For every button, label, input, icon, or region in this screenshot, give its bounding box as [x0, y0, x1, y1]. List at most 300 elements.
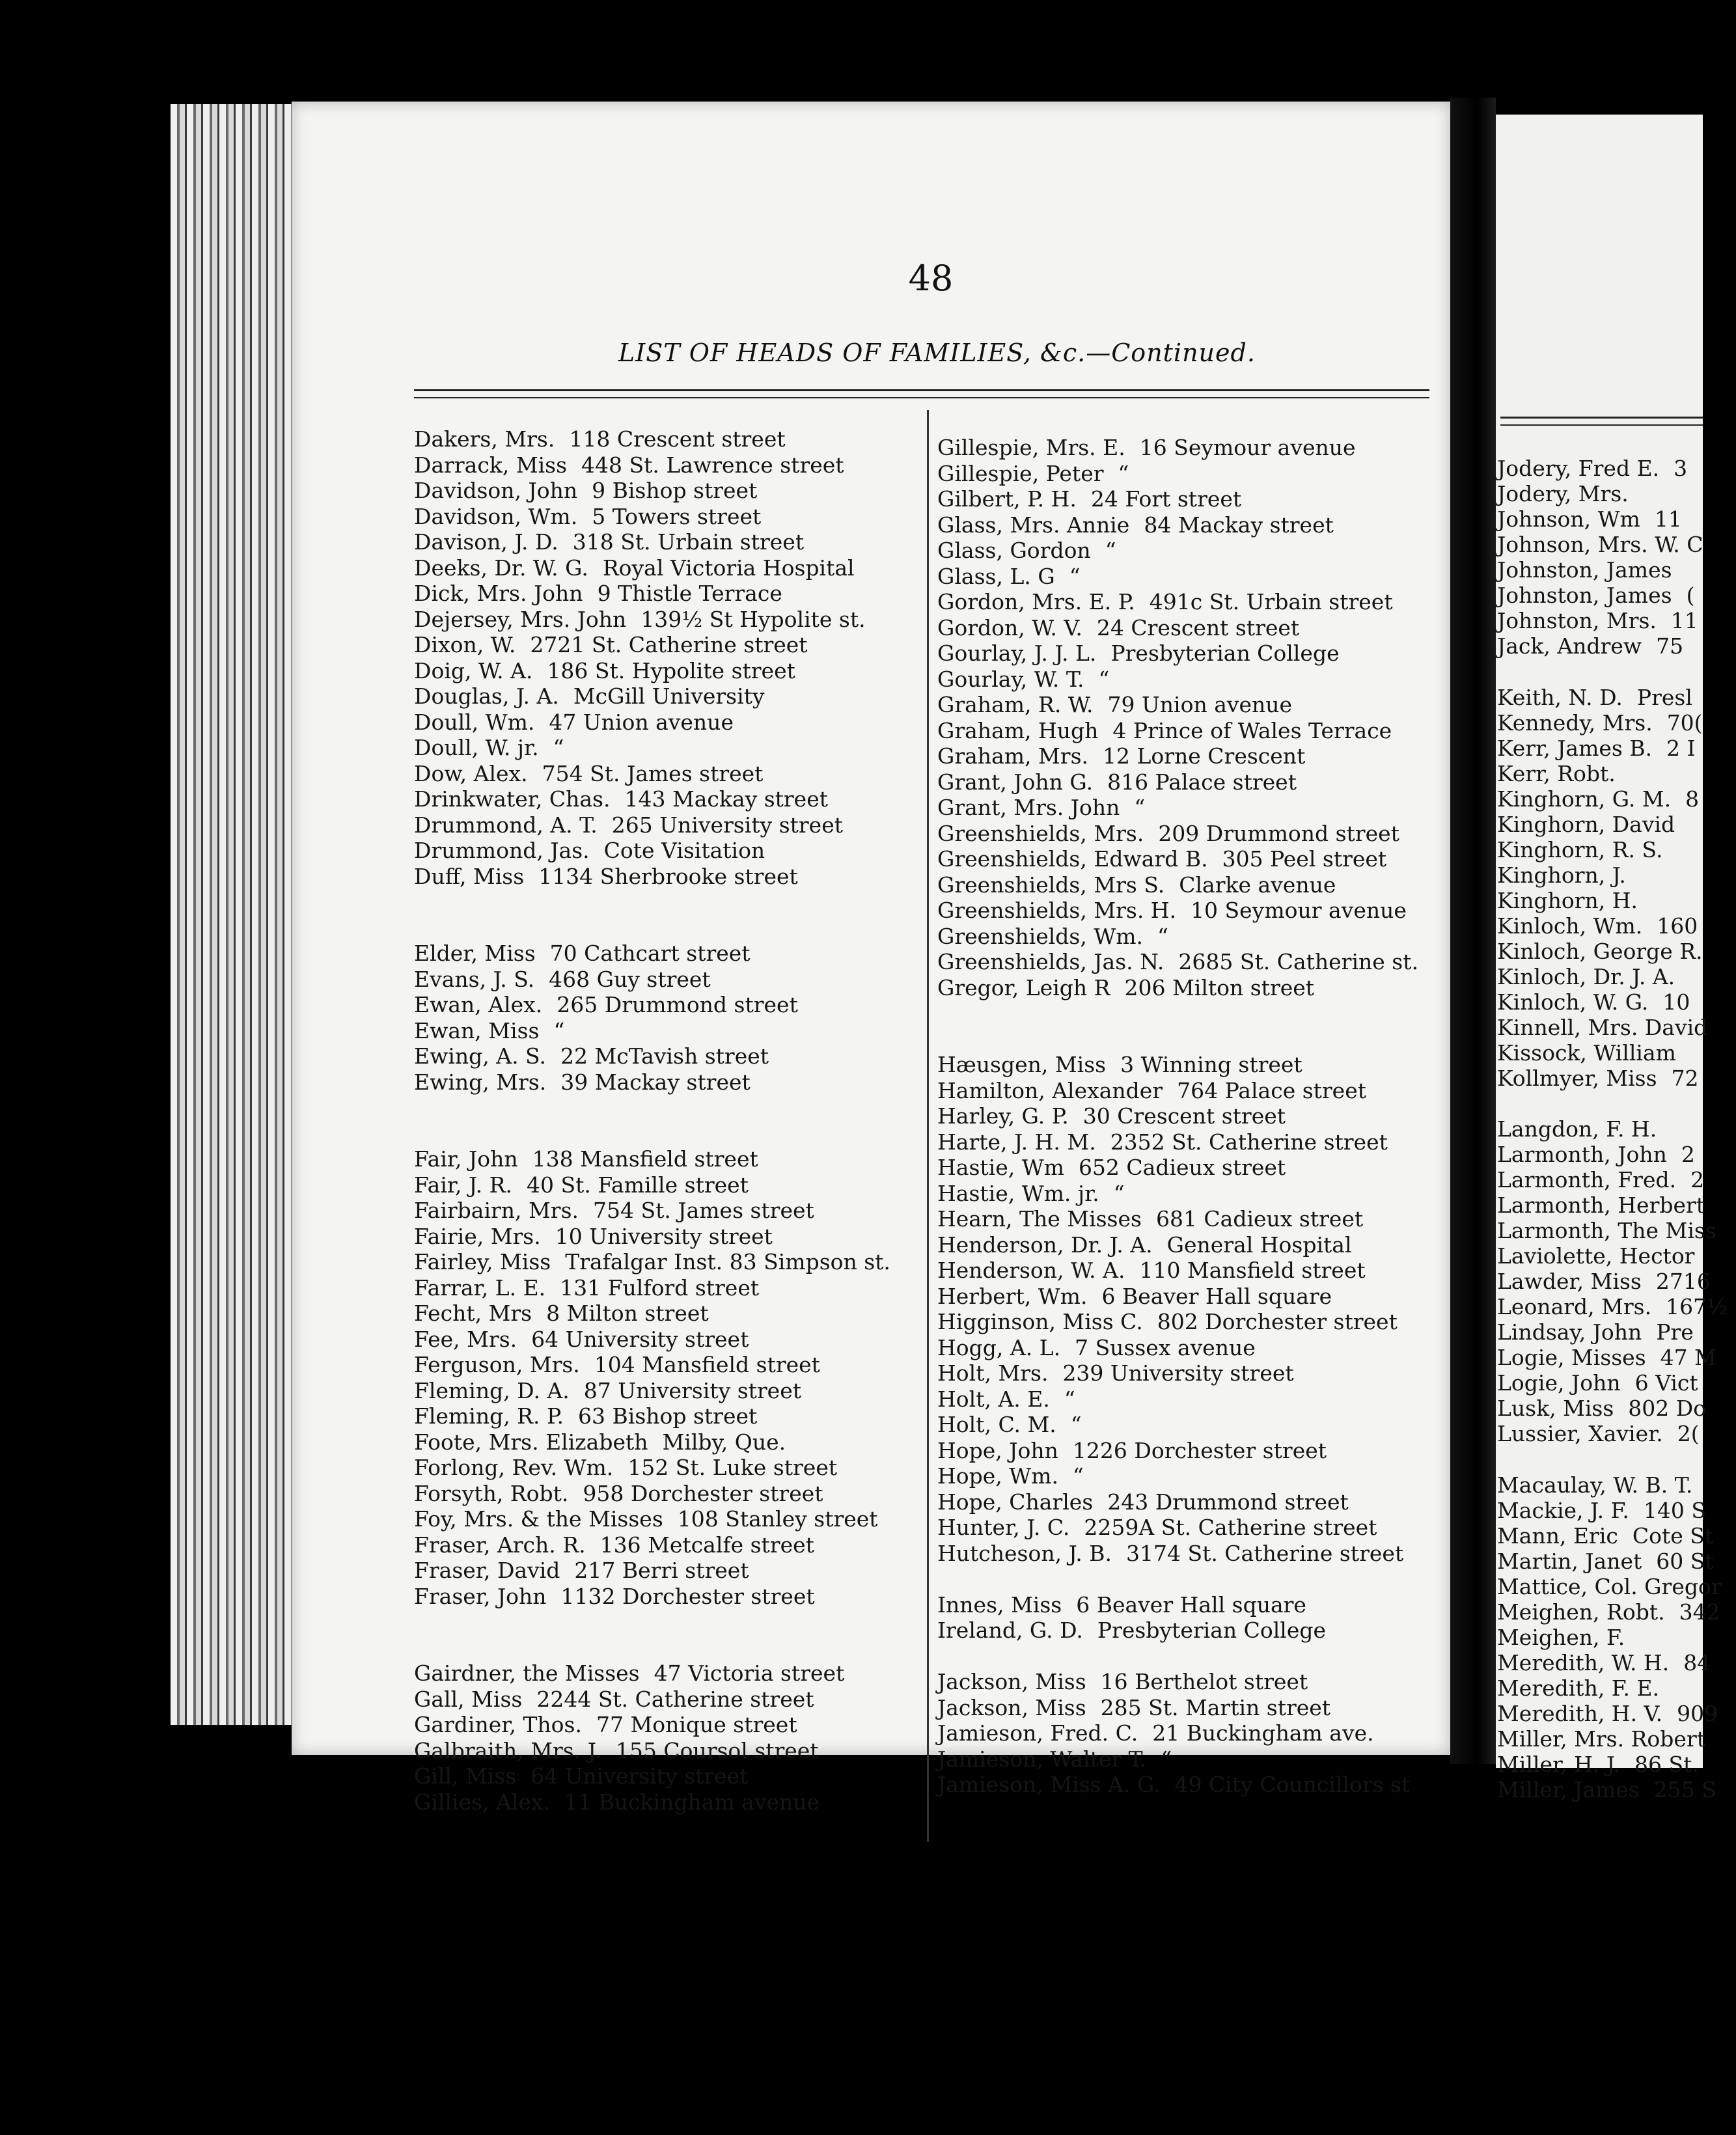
- entry-address: 3 Winning street: [1120, 1052, 1302, 1077]
- entry-address: 86 St.: [1634, 1751, 1699, 1777]
- entry-name: Graham, R. W.: [937, 692, 1094, 717]
- directory-entry: [937, 1181, 1445, 1207]
- directory-entry: [1497, 1345, 1716, 1370]
- entry-address: 118 Crescent street: [569, 426, 786, 452]
- entry-address: 3: [1674, 456, 1688, 481]
- section-spacer: [414, 889, 909, 941]
- directory-entry: [414, 735, 909, 761]
- entry-address: 2685 St. Catherine st.: [1178, 949, 1418, 974]
- entry-name: Lindsay, John: [1497, 1319, 1642, 1345]
- directory-entry: [937, 743, 1445, 769]
- directory-entry: [937, 512, 1445, 538]
- entry-address: 2259A St. Catherine street: [1084, 1515, 1377, 1540]
- entry-name: Jamieson, Fred. C.: [937, 1720, 1138, 1746]
- entry-name: Kinnell, Mrs. David: [1497, 1014, 1708, 1040]
- entry-address: 84 Mackay street: [1144, 512, 1334, 538]
- entry-name: Farrar, L. E.: [414, 1274, 546, 1301]
- directory-entry: [1497, 888, 1703, 913]
- directory-entry: [414, 1506, 909, 1532]
- entry-name: Jodery, Mrs.: [1497, 481, 1629, 506]
- entry-name: Dakers, Mrs.: [414, 426, 555, 452]
- entry-name: Kerr, James B.: [1497, 735, 1653, 761]
- directory-entry: [414, 1558, 909, 1584]
- entry-name: Hope, Charles: [937, 1489, 1094, 1515]
- directory-entry: [414, 478, 909, 504]
- entry-name: Lawder, Miss: [1497, 1269, 1642, 1294]
- directory-entry: [1497, 557, 1703, 583]
- directory-entry: [937, 1284, 1445, 1310]
- directory-entry: [937, 949, 1445, 975]
- entry-address: 802 Dorchester street: [1157, 1309, 1398, 1334]
- entry-name: Ewing, Mrs.: [414, 1069, 547, 1095]
- entry-address: 47 M: [1660, 1345, 1716, 1370]
- directory-entry: [937, 1129, 1445, 1155]
- entry-address: 143 Mackay street: [624, 786, 829, 812]
- entry-name: Johnson, Wm: [1497, 506, 1640, 532]
- entry-name: Gardiner, Thos.: [414, 1712, 582, 1737]
- entry-name: Fairley, Miss: [414, 1249, 551, 1274]
- entry-name: Fair, J. R.: [414, 1172, 512, 1198]
- entry-address: 16 Berthelot street: [1100, 1669, 1308, 1694]
- directory-entry: [1497, 736, 1703, 761]
- directory-entry: [937, 1155, 1445, 1181]
- directory-entry: [414, 1146, 909, 1172]
- entry-address: 70(: [1666, 709, 1703, 736]
- entry-address: 160: [1657, 913, 1698, 939]
- entry-address: 104 Mansfield street: [594, 1352, 820, 1377]
- directory-entry: [414, 1481, 909, 1507]
- header-rule-bottom: [414, 397, 1429, 398]
- entry-address: 139½ St Hypolite st.: [641, 606, 866, 632]
- directory-entry: [1497, 1726, 1703, 1752]
- entry-address: 6 Vict: [1634, 1370, 1698, 1396]
- entry-name: Johnson, Mrs. W. C: [1497, 532, 1703, 557]
- entry-name: Gourlay, W. T.: [937, 666, 1084, 692]
- directory-entry: [1497, 1752, 1703, 1777]
- directory-entry: [1497, 964, 1703, 989]
- entry-name: Kissock, William: [1497, 1040, 1676, 1066]
- directory-entry: [937, 872, 1445, 898]
- running-title-suffix: &c.—Continued.: [1031, 338, 1256, 367]
- directory-entry: [1497, 685, 1703, 710]
- entry-name: Dow, Alex.: [414, 760, 528, 786]
- entry-name: Harley, G. P.: [937, 1103, 1069, 1129]
- directory-entry: [937, 538, 1445, 564]
- entry-name: Herbert, Wm.: [937, 1283, 1088, 1309]
- entry-name: Harte, J. H. M.: [937, 1129, 1096, 1155]
- section-spacer: [1497, 659, 1703, 685]
- entry-name: Drinkwater, Chas.: [414, 786, 611, 812]
- entry-address: 63 Bishop street: [578, 1403, 758, 1429]
- entry-address: 9 Bishop street: [592, 478, 758, 503]
- entry-name: Glass, L. G: [937, 563, 1055, 589]
- entry-name: Foy, Mrs. & the Misses: [414, 1506, 663, 1532]
- directory-entry: [414, 529, 909, 555]
- directory-entry: [1497, 710, 1703, 736]
- entry-name: Doig, W. A.: [414, 657, 533, 683]
- entry-name: Meredith, H. V.: [1497, 1700, 1663, 1726]
- entry-name: Fair, John: [414, 1146, 518, 1172]
- directory-entry: [1497, 786, 1703, 812]
- entry-name: Holt, A. E.: [937, 1386, 1050, 1412]
- directory-entry: [1497, 837, 1703, 862]
- entry-address: 140 S: [1643, 1497, 1706, 1523]
- directory-entry: [414, 1018, 909, 1044]
- entry-name: Doull, Wm.: [414, 709, 535, 735]
- directory-entry: [414, 452, 909, 478]
- directory-entry: [937, 1309, 1445, 1335]
- entry-name: Douglas, J. A.: [414, 683, 559, 709]
- entry-address: 16 Seymour avenue: [1139, 435, 1356, 460]
- entry-address: 6 Beaver Hall square: [1101, 1283, 1332, 1309]
- entry-address: 152 St. Luke street: [627, 1455, 838, 1480]
- directory-entry: [1497, 1269, 1711, 1294]
- entry-name: Gall, Miss: [414, 1686, 523, 1712]
- entry-name: Dixon, W.: [414, 632, 516, 657]
- section-spacer: [1497, 1091, 1703, 1117]
- directory-entry: [414, 426, 909, 452]
- entry-address: “: [1105, 538, 1116, 563]
- section-spacer: [414, 1095, 909, 1146]
- entry-address: Royal Victoria Hospital: [602, 555, 855, 581]
- entry-name: Hutcheson, J. B.: [937, 1540, 1112, 1566]
- entry-address: 47 Victoria street: [654, 1660, 845, 1686]
- directory-entry: [937, 821, 1445, 847]
- entry-address: 816 Palace street: [1107, 769, 1297, 795]
- entry-name: Hope, Wm.: [937, 1463, 1058, 1489]
- entry-address: “: [1069, 563, 1081, 589]
- book-gutter: [1450, 98, 1496, 1764]
- directory-entry: [937, 975, 1445, 1001]
- directory-entry: [414, 1687, 909, 1713]
- entry-name: Drummond, A. T.: [414, 812, 598, 838]
- entry-name: Meighen, Robt.: [1497, 1599, 1665, 1625]
- running-title: [618, 338, 1256, 367]
- entry-name: Larmonth, John: [1497, 1142, 1667, 1167]
- entry-address: 186 St. Hypolite street: [547, 657, 795, 683]
- entry-name: Jamieson, Walter T.: [937, 1746, 1147, 1772]
- entry-address: 1226 Dorchester street: [1072, 1437, 1327, 1463]
- directory-entry: [414, 1301, 909, 1327]
- entry-address: Cote Visitation: [603, 838, 765, 863]
- entry-name: Lusk, Miss: [1497, 1396, 1614, 1421]
- entry-name: Hastie, Wm. jr.: [937, 1180, 1099, 1206]
- entry-address: 255 S: [1653, 1776, 1716, 1802]
- directory-entry: [937, 1412, 1445, 1438]
- directory-entry: [1497, 1396, 1707, 1421]
- entry-name: Drummond, Jas.: [414, 838, 590, 863]
- entry-name: Mattice, Col. Gregor: [1497, 1573, 1722, 1599]
- directory-entry: [937, 1772, 1445, 1798]
- directory-entry: [414, 709, 909, 736]
- directory-entry: [937, 486, 1445, 512]
- directory-entry: [937, 1515, 1445, 1541]
- directory-entry: [414, 992, 909, 1018]
- directory-column-left: [414, 426, 909, 1815]
- directory-entry: [1497, 761, 1703, 786]
- entry-name: Kinghorn, H.: [1497, 887, 1638, 913]
- entry-name: Hæusgen, Miss: [937, 1052, 1107, 1077]
- entry-name: Hope, John: [937, 1437, 1058, 1463]
- entry-name: Hastie, Wm: [937, 1155, 1064, 1180]
- entry-name: Kerr, Robt.: [1497, 760, 1616, 786]
- entry-name: Hamilton, Alexander: [937, 1077, 1163, 1103]
- entry-address: 22 McTavish street: [560, 1043, 769, 1069]
- entry-name: Jack, Andrew: [1497, 633, 1642, 659]
- directory-entry: [1497, 1649, 1711, 1675]
- entry-name: Evans, J. S.: [414, 966, 535, 992]
- entry-name: Fraser, Arch. R.: [414, 1532, 586, 1558]
- directory-entry: [414, 812, 909, 838]
- entry-name: Johnston, James: [1497, 557, 1672, 583]
- entry-address: 285 St. Martin street: [1100, 1694, 1331, 1720]
- entry-address: 1134 Sherbrooke street: [538, 863, 798, 889]
- entry-address: 802 Do: [1628, 1396, 1707, 1421]
- entry-name: Larmonth, Herbert: [1497, 1192, 1705, 1218]
- directory-entry: [414, 838, 909, 864]
- entry-address: 138 Mansfield street: [532, 1146, 758, 1172]
- entry-address: Presbyterian College: [1097, 1618, 1327, 1643]
- directory-entry: [1497, 1497, 1706, 1523]
- entry-name: Kinghorn, G. M.: [1497, 786, 1672, 812]
- entry-address: 9 Thistle Terrace: [597, 581, 782, 606]
- entry-address: 243 Drummond street: [1107, 1489, 1349, 1515]
- entry-address: Presbyterian College: [1110, 640, 1340, 666]
- entry-name: Ewan, Alex.: [414, 992, 543, 1017]
- directory-entry: [1497, 1066, 1703, 1091]
- entry-address: 318 St. Urbain street: [572, 529, 805, 555]
- directory-entry: [414, 1327, 909, 1353]
- entry-name: Grant, John G.: [937, 769, 1094, 795]
- directory-entry: [937, 1103, 1445, 1129]
- entry-address: 2244 St. Catherine street: [536, 1686, 814, 1712]
- entry-address: “: [1098, 666, 1110, 692]
- entry-address: General Hospital: [1166, 1232, 1352, 1258]
- directory-entry: [1497, 1700, 1718, 1726]
- entry-name: Miller, James: [1497, 1776, 1640, 1802]
- directory-entry: [937, 1232, 1445, 1258]
- directory-entry: [414, 1584, 909, 1610]
- entry-name: Ferguson, Mrs.: [414, 1352, 580, 1377]
- entry-address: 2 I: [1666, 735, 1696, 761]
- entry-address: 2352 St. Catherine street: [1110, 1129, 1388, 1155]
- entry-name: Jodery, Fred E.: [1497, 456, 1660, 481]
- directory-entry: [1497, 1675, 1703, 1701]
- entry-address: 448 St. Lawrence street: [581, 452, 844, 478]
- entry-address: 110 Mansfield street: [1139, 1258, 1366, 1283]
- directory-entry: [1497, 1167, 1703, 1192]
- directory-entry: [1497, 506, 1703, 532]
- entry-address: 72: [1671, 1065, 1699, 1091]
- entry-address: “: [1157, 923, 1168, 949]
- entry-name: Gill, Miss: [414, 1763, 517, 1789]
- directory-entry: [414, 864, 909, 890]
- directory-entry: [1497, 481, 1703, 506]
- directory-entry: [414, 607, 909, 633]
- entry-name: Henderson, Dr. J. A.: [937, 1232, 1153, 1258]
- directory-entry: [414, 1660, 909, 1687]
- entry-name: Fraser, David: [414, 1558, 560, 1583]
- entry-name: Fecht, Mrs: [414, 1301, 532, 1326]
- directory-entry: [1497, 812, 1703, 837]
- directory-entry: [937, 1360, 1445, 1386]
- directory-entry: [414, 1069, 909, 1095]
- entry-name: Larmonth, The Miss: [1497, 1218, 1716, 1243]
- entry-name: Duff, Miss: [414, 863, 525, 889]
- entry-name: Gillespie, Mrs. E.: [937, 435, 1125, 460]
- directory-entry: [937, 1695, 1445, 1721]
- entry-name: Hunter, J. C.: [937, 1515, 1070, 1540]
- entry-address: 1132 Dorchester street: [560, 1583, 815, 1609]
- entry-name: Lussier, Xavier.: [1497, 1421, 1663, 1446]
- entry-address: Cote St: [1632, 1522, 1714, 1549]
- entry-name: Hearn, The Misses: [937, 1206, 1142, 1232]
- directory-entry: [1497, 1014, 1708, 1040]
- entry-address: “: [553, 1017, 565, 1043]
- entry-address: 21 Buckingham ave.: [1152, 1720, 1374, 1746]
- entry-name: Doull, W. jr.: [414, 735, 539, 760]
- entry-name: Miller, Mrs. Robert: [1497, 1726, 1705, 1752]
- entry-name: Macaulay, W. B. T.: [1497, 1472, 1693, 1498]
- entry-name: Glass, Gordon: [937, 538, 1091, 563]
- entry-address: 30 Crescent street: [1082, 1103, 1286, 1129]
- directory-entry: [414, 632, 909, 658]
- entry-name: Graham, Hugh: [937, 717, 1099, 743]
- directory-entry: [414, 1789, 909, 1815]
- directory-entry: [937, 1592, 1445, 1618]
- entry-name: Gourlay, J. J. L.: [937, 640, 1097, 666]
- column-divider: [927, 410, 929, 1842]
- entry-address: 47 Union avenue: [549, 709, 734, 735]
- entry-address: 108 Stanley street: [677, 1506, 878, 1532]
- entry-name: Kinloch, W. G.: [1497, 989, 1649, 1015]
- section-spacer: [1497, 1446, 1703, 1472]
- entry-name: Greenshields, Edward B.: [937, 846, 1208, 872]
- entry-address: 11 Buckingham avenue: [564, 1789, 820, 1815]
- section-spacer: [937, 1566, 1445, 1592]
- directory-entry: [414, 1378, 909, 1404]
- entry-name: Gillespie, Peter: [937, 460, 1104, 486]
- entry-address: 84: [1683, 1649, 1711, 1675]
- entry-address: 8 Milton street: [546, 1301, 709, 1326]
- entry-name: Jackson, Miss: [937, 1669, 1086, 1694]
- entry-address: 12 Lorne Crescent: [1103, 743, 1306, 769]
- directory-entry: [414, 1403, 909, 1429]
- entry-name: Meredith, W. H.: [1497, 1649, 1670, 1675]
- entry-address: 2: [1681, 1142, 1695, 1167]
- directory-entry: [1497, 1776, 1716, 1802]
- entry-name: Greenshields, Mrs.: [937, 820, 1144, 846]
- directory-entry: [937, 1386, 1445, 1412]
- directory-entry: [937, 718, 1445, 744]
- entry-name: Johnston, Mrs.: [1497, 608, 1657, 633]
- directory-entry: [937, 1720, 1445, 1746]
- entry-name: Kinghorn, R. S.: [1497, 836, 1663, 862]
- entry-name: Kinghorn, J.: [1497, 862, 1626, 888]
- directory-entry: [414, 1763, 909, 1789]
- entry-name: Henderson, W. A.: [937, 1258, 1125, 1283]
- directory-entry: [937, 564, 1445, 590]
- entry-name: Forsyth, Robt.: [414, 1480, 569, 1506]
- entry-address: 49 City Councillors st: [1174, 1772, 1411, 1797]
- entry-name: Dejersey, Mrs. John: [414, 606, 627, 632]
- directory-entry: [1497, 989, 1703, 1015]
- entry-address: “: [1161, 1746, 1172, 1772]
- directory-entry: [937, 640, 1445, 667]
- entry-address: Milby, Que.: [662, 1429, 786, 1455]
- entry-address: 75: [1656, 633, 1684, 659]
- directory-entry: [937, 1438, 1445, 1464]
- entry-address: Trafalgar Inst. 83 Simpson st.: [565, 1249, 890, 1274]
- directory-entry: [414, 786, 909, 812]
- entry-name: Martin, Janet: [1497, 1548, 1642, 1574]
- entry-address: 10 University street: [555, 1223, 773, 1249]
- entry-name: Ewan, Miss: [414, 1017, 540, 1043]
- entry-name: Mann, Eric: [1497, 1522, 1618, 1549]
- entry-name: Johnston, James: [1497, 583, 1672, 608]
- entry-address: 909: [1677, 1700, 1718, 1726]
- entry-address: 87 University street: [583, 1377, 802, 1403]
- entry-name: Kollmyer, Miss: [1497, 1065, 1657, 1091]
- entry-address: 131 Fulford street: [560, 1274, 760, 1301]
- entry-address: 342: [1679, 1599, 1720, 1625]
- directory-entry: [937, 1206, 1445, 1232]
- directory-entry: [1497, 1370, 1703, 1396]
- directory-entry: [414, 581, 909, 607]
- entry-address: “: [1118, 460, 1129, 486]
- directory-entry: [1497, 1294, 1728, 1319]
- entry-address: 40 St. Famille street: [527, 1172, 749, 1198]
- entry-address: 8: [1685, 786, 1700, 812]
- directory-entry: [414, 1352, 909, 1378]
- directory-entry: [937, 1746, 1445, 1772]
- entry-name: Galbraith, Mrs. J.: [414, 1737, 601, 1763]
- entry-name: Fleming, R. P.: [414, 1403, 564, 1429]
- entry-name: Davidson, Wm.: [414, 503, 578, 529]
- directory-entry: [414, 504, 909, 530]
- book-page-edges: [171, 104, 294, 1725]
- directory-entry: [1497, 939, 1703, 964]
- directory-entry: [1497, 608, 1703, 633]
- right-page-rule: [1500, 417, 1703, 419]
- directory-entry: [1497, 1319, 1703, 1345]
- entry-name: Larmonth, Fred.: [1497, 1167, 1677, 1192]
- entry-name: Holt, Mrs.: [937, 1360, 1049, 1386]
- entry-address: 265 University street: [611, 812, 843, 838]
- entry-address: 155 Coursol street: [615, 1737, 819, 1763]
- entry-address: 2(: [1677, 1421, 1700, 1446]
- directory-entry: [414, 761, 909, 787]
- directory-entry: [414, 555, 909, 581]
- directory-entry: [414, 967, 909, 993]
- entry-address: 958 Dorchester street: [583, 1480, 823, 1506]
- entry-name: Graham, Mrs.: [937, 743, 1088, 769]
- entry-address: 77 Monique street: [596, 1712, 797, 1737]
- directory-entry: [1497, 1040, 1703, 1066]
- directory-entry: [937, 435, 1445, 461]
- directory-entry: [1497, 913, 1703, 939]
- entry-name: Greenshields, Mrs S.: [937, 872, 1165, 898]
- entry-name: Langdon, F. H.: [1497, 1116, 1657, 1142]
- entry-name: Mackie, J. F.: [1497, 1497, 1629, 1523]
- directory-entry: [937, 1489, 1445, 1515]
- entry-name: Kennedy, Mrs.: [1497, 709, 1653, 736]
- directory-entry: [1497, 862, 1703, 888]
- entry-name: Darrack, Miss: [414, 452, 568, 478]
- directory-entry: [937, 692, 1445, 718]
- entry-address: 4 Prince of Wales Terrace: [1112, 717, 1392, 743]
- directory-entry: [414, 1738, 909, 1764]
